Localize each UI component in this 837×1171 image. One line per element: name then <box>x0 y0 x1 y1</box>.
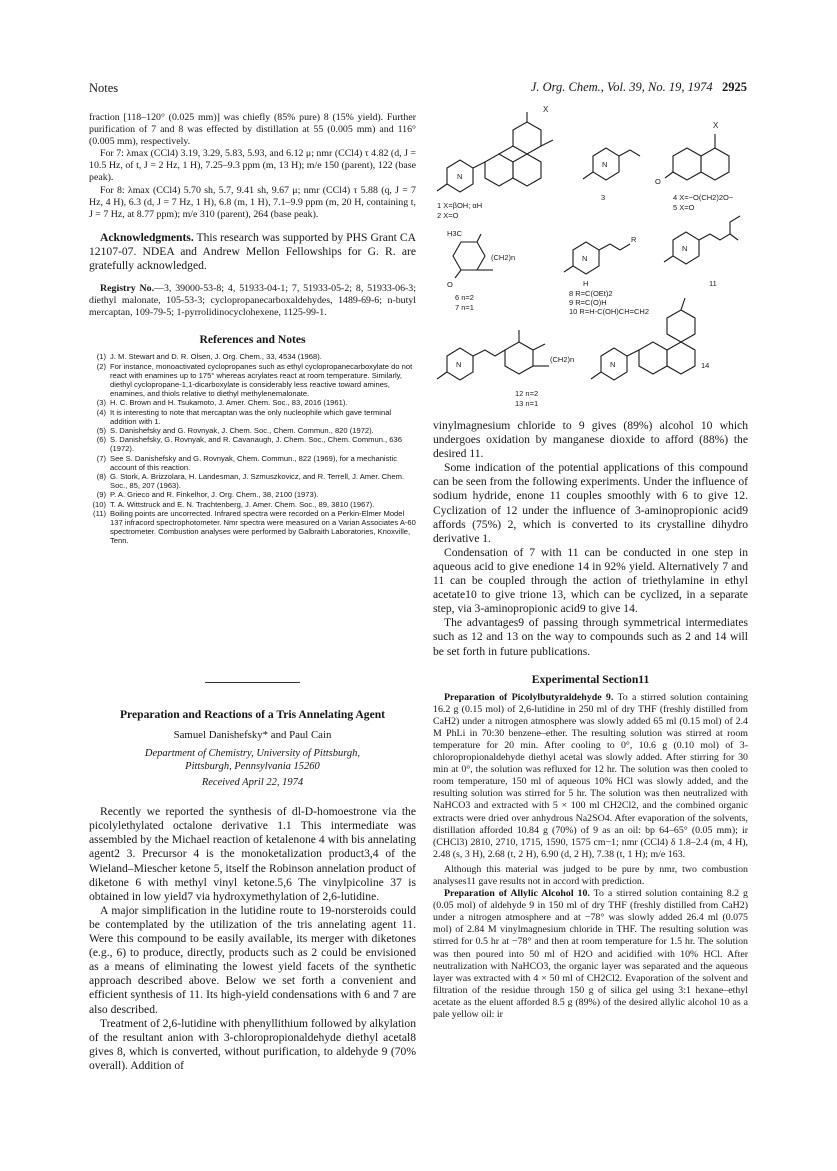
chemical-scheme <box>433 100 751 415</box>
reference-number: (3) <box>96 398 106 408</box>
paragraph: fraction [118–120° (0.025 mm)] was chiefly (85% pure) 8 (15% yield). Further purification of 7 and 8 was effected by distillation at 55 (0.005 mm) and 116° (0.005 mm), respectively. <box>89 112 416 148</box>
ring <box>639 342 667 374</box>
paragraph: For 7: λmax (CCl4) 3.19, 3.29, 5.83, 5.93, and 6.12 μ; nmr (CCl4) τ 4.82 (d, J = 10.5 Hz, of t, J = 2 Hz, 1 H), 7.25–9.3 ppm (m, 13 H); m/e 150 (parent), 122 (base peak). <box>89 148 416 184</box>
reference-text: T. A. Wittstruck and E. N. Trachtenberg, J. Amer. Chem. Soc., 89, 3810 (1967). <box>110 499 375 509</box>
reference-number: (1) <box>96 352 106 362</box>
reference-number: (7) <box>96 453 106 463</box>
reference-text: S. Danishefsky, G. Rovnyak, and R. Cavanaugh, J. Chem. Soc., Chem. Commun., 636 (1972). <box>110 435 402 454</box>
affiliation: Department of Chemistry, University of Pittsburgh, <box>144 748 361 760</box>
reference-item <box>89 490 416 499</box>
reference-number: (6) <box>96 435 106 445</box>
structure-6-7 <box>447 229 515 312</box>
reference-number: (2) <box>96 361 106 371</box>
label-o: O <box>447 280 453 289</box>
article-title: Preparation and Reactions of a Tris Annelating Agent <box>119 708 386 721</box>
paragraph: Recently we reported the synthesis of dl-D-homoestrone via the picolylethylated octalone derivative 1.1 This intermediate was assembled by the Michael reaction of ketalenone 4 with bis annelating agent2 3. Precursor 4 is the monoketalization product3,4 of the Wieland–Miescher ketone 5, itself the Robinson annelation product of diketone 6 with methyl vinyl ketone.5,6 The vinylpicoline 37 is obtained in low yield7 via hydroxymethylation of 2,6-lutidine. <box>89 805 416 903</box>
label-ch2n: (CH2)n <box>491 253 516 262</box>
reference-list <box>89 352 416 545</box>
ring <box>453 242 485 270</box>
label-x: X <box>713 121 719 130</box>
structure-3 <box>583 148 640 202</box>
affiliation: Pittsburgh, Pennsylvania 15260 <box>185 761 320 773</box>
compound-label-9: 9 R=C(O)H <box>569 298 607 307</box>
compound-label-5: 5 X=O <box>673 203 695 212</box>
paragraph: vinylmagnesium chloride to 9 gives (89%) alcohol 10 which undergoes oxidation by manganese dioxide to afford (88%) the desired 11. <box>433 419 748 461</box>
registry-text: —3, 39000-53-8; 4, 51933-04-1; 7, 51933-05-2; 8, 51933-06-3; diethyl malonate, 105-53-3; cyclopropanecarboxaldehydes, 1489-69-6; n-butyl mercaptan, 109-79-5; 1-pyrrolidinocyclohexene, 1125-99-1. <box>89 283 416 319</box>
reference-item <box>89 408 416 426</box>
reference-text: H. C. Brown and H. Tsukamoto, J. Amer. Chem. Soc., 83, 2016 (1961). <box>110 398 348 408</box>
running-head-left: Notes <box>89 81 119 95</box>
reference-text: G. Stork, A. Brizzolara, H. Landesman, J. Szmuszkovicz, and R. Terrell, J. Amer. Chem. Soc., 85, 207 (1963). <box>110 472 405 491</box>
running-head-right <box>531 80 747 95</box>
journal-citation: J. Org. Chem., Vol. 39, No. 19, 1974 <box>530 80 713 94</box>
article-divider <box>205 682 300 683</box>
compound-label-4: 4 X=−O(CH2)2O− <box>673 193 734 202</box>
reference-item <box>89 398 416 407</box>
label-ch2n: (CH2)n <box>550 355 575 364</box>
structure-8-10 <box>564 235 649 316</box>
label-n: N <box>682 244 688 253</box>
compound-label-2: 2 X=O <box>437 211 459 220</box>
structure-12-13 <box>437 330 574 408</box>
compound-label-8: 8 R=C(OEt)2 <box>569 289 613 298</box>
reference-item <box>89 454 416 472</box>
structure-4-5 <box>655 121 734 212</box>
label-n: N <box>457 172 463 181</box>
reference-item <box>89 352 416 361</box>
article-start <box>89 708 416 1073</box>
label-n: N <box>582 254 588 263</box>
label-x: X <box>543 105 549 114</box>
authors: Samuel Danishefsky* and Paul Cain <box>173 729 332 741</box>
reference-text: P. A. Grieco and R. Finkelhor, J. Org. Chem., 38, 2100 (1973). <box>110 490 319 500</box>
paragraph: The advantages9 of passing through symmetrical intermediates such as 12 and 13 on the way to compounds such as 2 and 14 will be set forth in future publications. <box>433 616 748 658</box>
ring <box>673 148 701 180</box>
reference-number: (9) <box>96 490 106 500</box>
reference-item <box>89 426 416 435</box>
references-title: References and Notes <box>199 333 306 347</box>
label-o: O <box>655 177 661 186</box>
compound-label-6: 6 n=2 <box>455 293 474 302</box>
paragraph: For 8: λmax (CCl4) 5.70 sh, 5.7, 9.41 sh, 9.67 μ; nmr (CCl4) τ 5.88 (q, J = 7 Hz, 4 H), 6.3 (d, J = 7 Hz, 1 H), 6.8 (m, 1 H), 7.1–9.9 ppm (m, 20 H, containing t, J = 7 Hz, at 8.77 ppm); m/e 310 (parent), 264 (base peak). <box>89 184 416 220</box>
paragraph <box>433 692 748 861</box>
article-continuation <box>433 419 748 1021</box>
ring <box>701 148 729 180</box>
label-n: N <box>456 360 462 369</box>
label-h3c: H3C <box>447 229 463 238</box>
experimental-title: Experimental Section11 <box>531 672 650 686</box>
reference-number: (8) <box>96 472 106 482</box>
registry-numbers <box>89 283 416 319</box>
reference-item <box>89 500 416 509</box>
reference-number: (10) <box>92 499 106 509</box>
paragraph-text: To a stirred solution containing 8.2 g (0.05 mol) of aldehyde 9 in 150 ml of dry THF (freshly distilled from CaH2) under a nitrogen atmosphere and at −78° was slowly added 26.4 ml (0.075 mol) of 2.84 M vinylmagnesium chloride in THF. The resulting solution was stirred for 0.5 hr at −78° and then at room temperature for 1.5 hr. The solution was then poured into 50 ml of H2O and acidified with 10% HCl. After neutralization with NaHCO3, the organic layer was separated and the aqueous layer was extracted with 4 × 50 ml of CH2Cl2. Evaporation of the solvent and filtration of the residue through 150 g of silica gel using 3:1 hexane–ethyl acetate as the eluent afforded 8.5 g (89%) of the desired allylic alcohol 10 as a pale yellow oil: ir <box>433 888 748 1021</box>
paragraph: Treatment of 2,6-lutidine with phenyllithium followed by alkylation of the resultant anion with 3-chloropropionaldehyde diethyl acetal8 gives 8, which is converted, without purification, to aldehyde 9 (70% overall). Addition of <box>89 1016 416 1072</box>
label-n: N <box>602 160 608 169</box>
page-number: 2925 <box>722 80 747 94</box>
reference-item <box>89 472 416 490</box>
ring <box>505 342 533 374</box>
acknowledgments <box>89 231 416 273</box>
reference-number: (11) <box>93 508 106 518</box>
ring <box>667 310 695 342</box>
reference-text: Boiling points are uncorrected. Infrared spectra were recorded on a Perkin-Elmer Model 137 infracord spectrophotometer. Nmr spectra were measured on a Varian Associates A-60 spectrometer. Combustion analyses were performed by Galbraith Laboratories, Knoxville, Tenn. <box>110 508 416 546</box>
compound-label-10: 10 R=H-C(OH)CH=CH2 <box>569 307 650 316</box>
ack-text: This research was supported by PHS Grant CA 12107-07. NDEA and Andrew Mellon Fellowships for G. R. are gratefully acknowledged. <box>89 230 416 273</box>
structure-1-2 <box>437 105 553 220</box>
registry-heading: Registry No. <box>100 283 155 295</box>
reference-text: See S. Danishefsky and G. Rovnyak, Chem. Commun., 822 (1969), for a mechanistic account of this reaction. <box>110 453 398 472</box>
compound-label-7: 7 n=1 <box>455 303 474 312</box>
paragraph-text: To a stirred solution containing 16.2 g (0.15 mol) of 2,6-lutidine in 250 ml of dry THF (freshly distilled from CaH2) under a nitrogen atmosphere was slowly added 65 ml (0.15 mol) of 2.4 M PhLi in 70:30 benzene–ether. The resulting solution was stirred at room temperature for 20 min. After cooling to 0°, 10.6 g (0.10 mol) of 3-chloropropionaldehyde diethyl acetal was slowly added. After stirring for 30 min at 0°, the solution was refluxed for 12 hr. The solution was then cooled to room temperature, 150 ml of aqueous 10% HCl was slowly added, and the resulting solution was stirred for 5 hr. The solution was then neutralized with NaHCO3 and extracted with 5 × 100 ml CH2Cl2, and the combined organic extracts were dried over anhydrous Na2SO4. After evaporation of the solvents, distillation afforded 10.84 g (70%) of 9 as an oil: bp 64–65° (0.05 mm); ir (CHCl3) 2810, 2710, 1715, 1590, 1575 cm−1; nmr (CCl4) δ 1.8–2.4 (m, 4 H), 2.48 (s, 3 H), 2.68 (t, 2 H), 6.90 (d, 2 H), 7.38 (t, 1 H); m/e 163. <box>433 691 748 860</box>
compound-label-3: 3 <box>601 193 606 202</box>
ring <box>485 154 513 186</box>
reference-text: S. Danishefsky and G. Rovnyak, J. Chem. Soc., Chem. Commun., 820 (1972). <box>110 426 374 436</box>
paragraph: Some indication of the potential applications of this compound can be seen from the following experiments. Under the influence of sodium hydride, enone 11 couples smoothly with 6 to give 12. Cyclization of 12 under the influence of 3-aminopropionic acid9 affords (75%) 2, which is converted to its crystalline dihydro derivative 1. <box>433 461 748 545</box>
compound-label-11: 11 <box>709 279 717 288</box>
label-n: N <box>610 360 616 369</box>
reference-number: (5) <box>96 426 106 436</box>
compound-label-13: 13 n=1 <box>515 399 539 408</box>
label-r: R <box>631 235 637 244</box>
reference-item <box>89 435 416 453</box>
previous-article-end <box>89 112 416 546</box>
subheading: Preparation of Picolylbutyraldehyde 9. <box>444 691 614 703</box>
compound-label-1: 1 X=βOH; αH <box>437 201 483 210</box>
ring <box>667 342 695 374</box>
ack-heading: Acknowledgments. <box>100 230 194 244</box>
received-date: Received April 22, 1974 <box>201 777 304 789</box>
structure-11 <box>664 216 740 288</box>
reference-text: For instance, monoactivated cyclopropanes such as ethyl cyclopropanecarboxylate do not react with enamines up to 175° whereas acrylates react at room temperature. Similarly, diethyl cyclopropane-1,1-dicarboxylate is considerably less reactive toward amines, enamines, and thiols relative to diethyl methylenemalonate. <box>110 361 413 399</box>
reference-text: J. M. Stewart and D. R. Olsen, J. Org. Chem., 33, 4534 (1968). <box>110 352 322 362</box>
compound-label-12: 12 n=2 <box>515 389 539 398</box>
ring <box>513 154 541 186</box>
paragraph <box>433 888 748 1021</box>
reference-text: It is interesting to note that mercaptan was the only nucleophile which gave terminal addition with 1. <box>110 407 392 426</box>
compound-label-14: 14 <box>701 361 710 370</box>
paragraph: Although this material was judged to be pure by nmr, two combustion analyses11 gave results not in accord with prediction. <box>433 863 748 887</box>
reference-number: (4) <box>96 407 106 417</box>
ring <box>513 122 541 154</box>
paragraph: Condensation of 7 with 11 can be conducted in one step in aqueous acid to give enedione 14 in 92% yield. Alternatively 7 and 11 can be coupled through the action of triethylamine in ethyl acetate10 to give trione 13, which can be cyclized, in a separate step, via 3-aminopropionic acid9 to give 14. <box>433 545 748 616</box>
reference-item <box>89 509 416 546</box>
subheading: Preparation of Allylic Alcohol 10. <box>444 888 590 900</box>
paragraph: A major simplification in the lutidine route to 19-norsteroids could be contemplated by the utilization of the tris annelating agent 11. Were this compound to be easily available, its merger with diketones (e.g., 6) to produce, directly, products such as 2 could be envisioned as a means of eliminating the lowest yield facets of the synthetic approach described above. Below we set forth a convenient and efficient synthesis of 11. Its high-yield condensations with 6 and 7 are also described. <box>89 903 416 1016</box>
label-h: H <box>583 279 589 288</box>
reference-item <box>89 362 416 399</box>
